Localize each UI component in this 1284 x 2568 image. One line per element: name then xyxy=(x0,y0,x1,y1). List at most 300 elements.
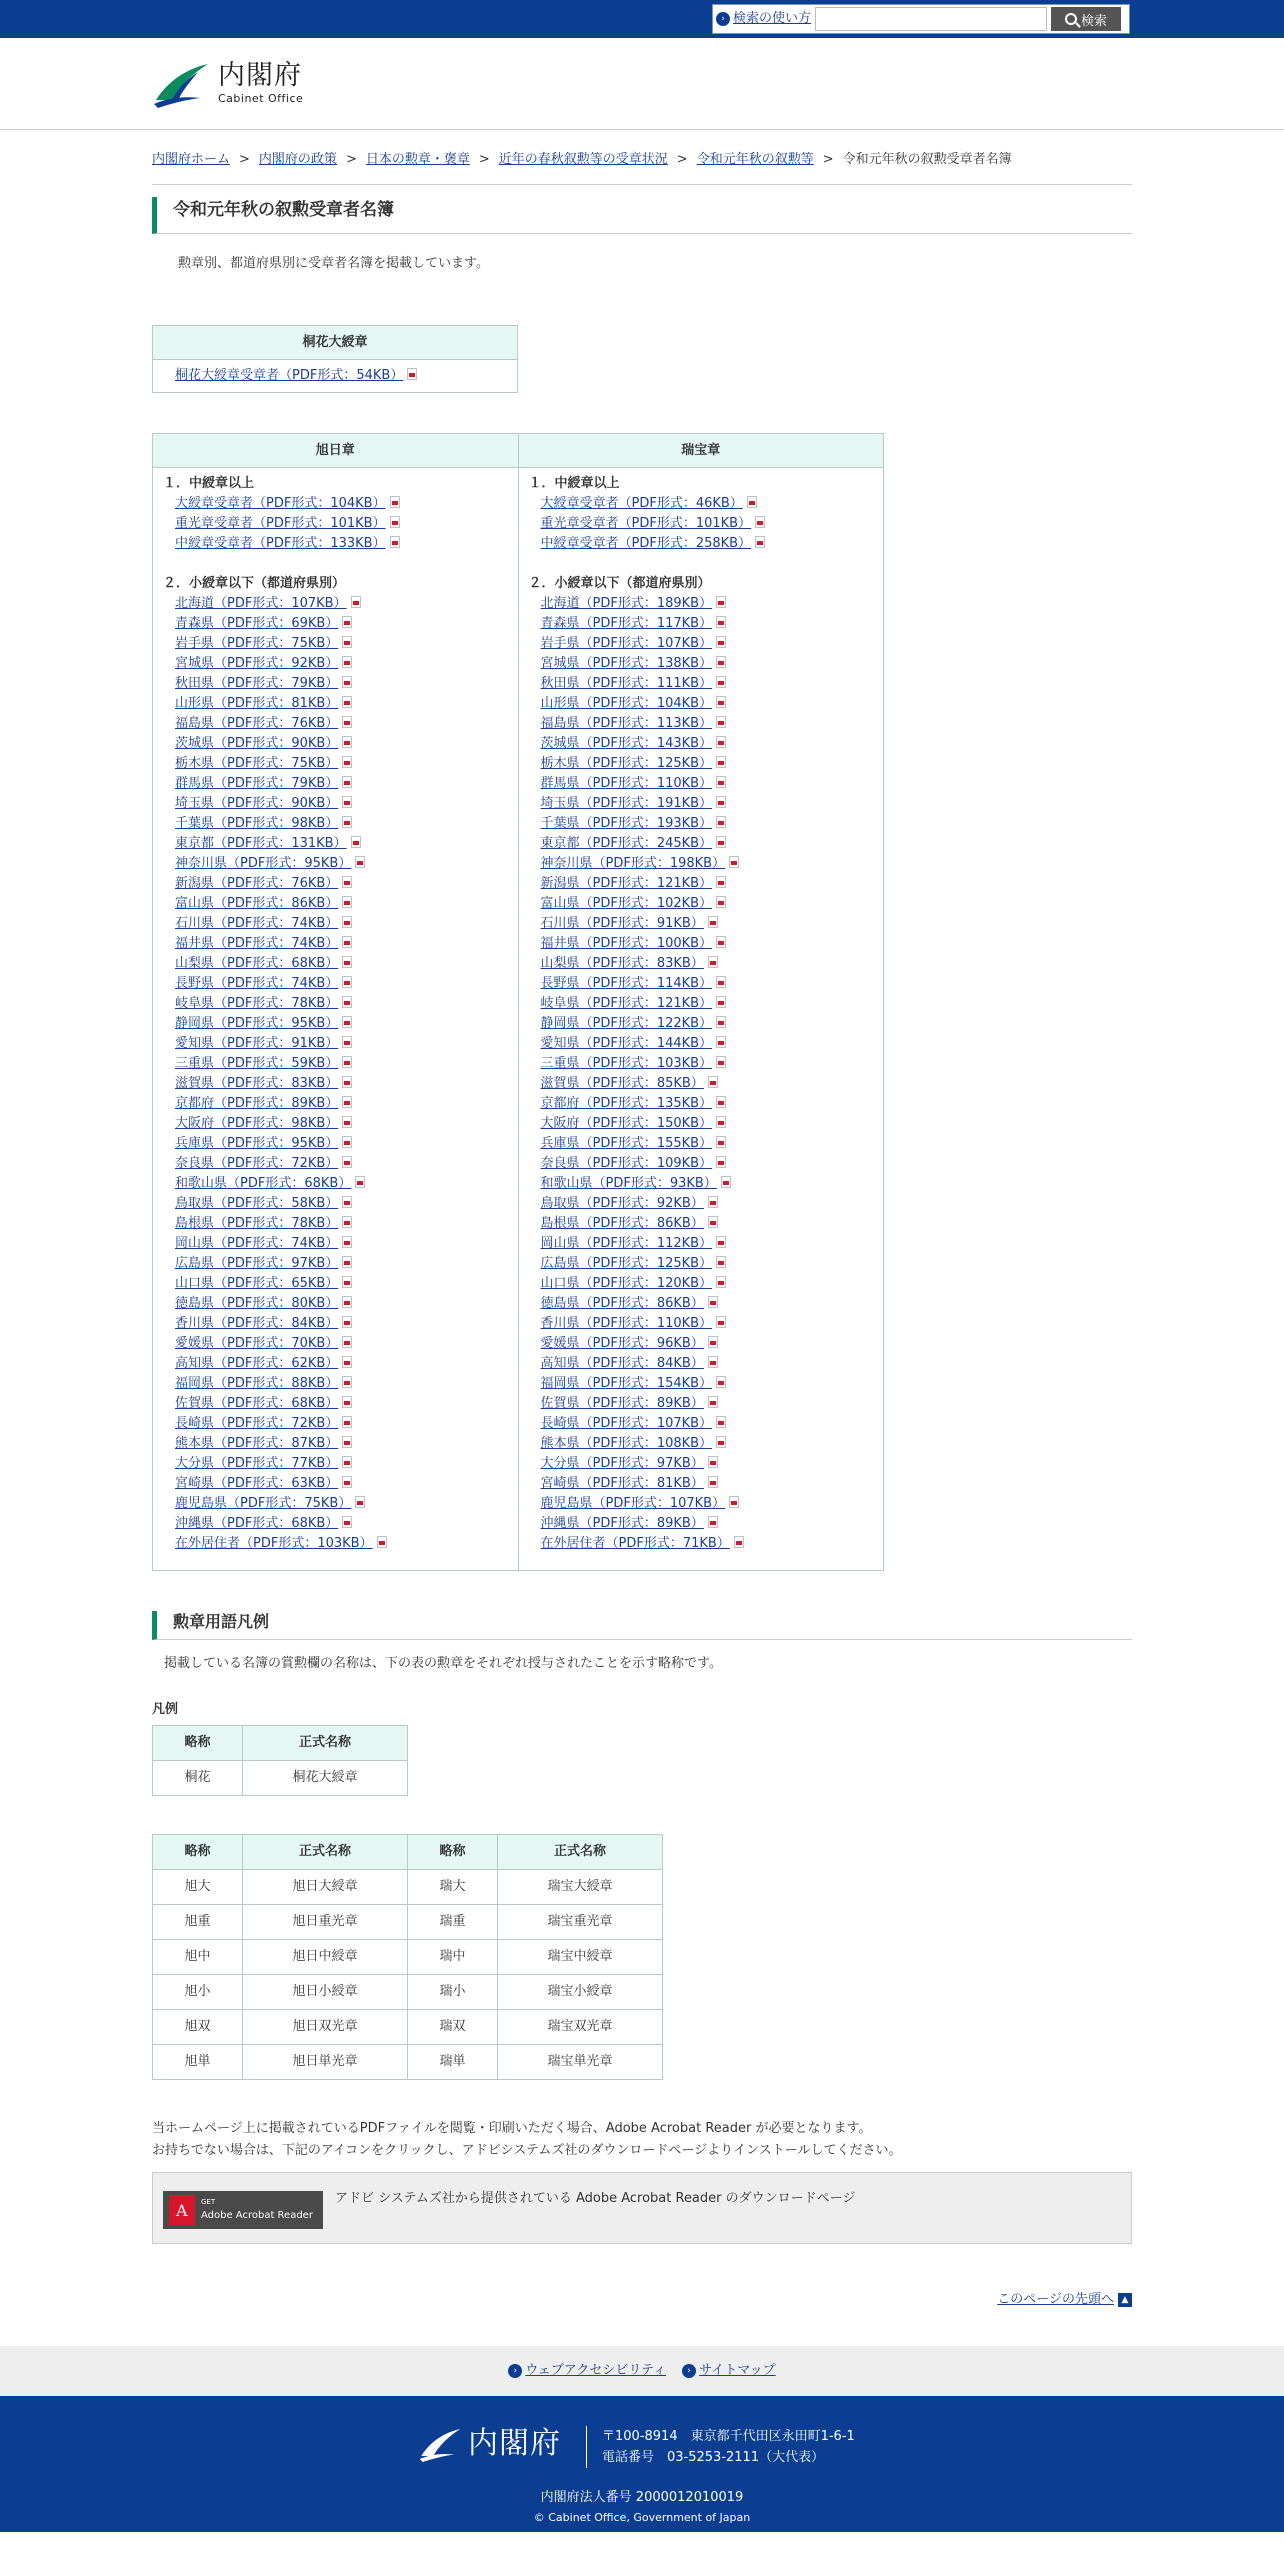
search-icon xyxy=(1065,13,1077,25)
pdf-link[interactable]: 青森県（PDF形式：117KB） xyxy=(540,616,713,631)
list-item xyxy=(175,654,518,674)
pdf-link[interactable]: 広島県（PDF形式：97KB） xyxy=(175,1256,339,1271)
pdf-link[interactable]: 福井県（PDF形式：74KB） xyxy=(175,936,339,951)
pdf-link[interactable]: 佐賀県（PDF形式：68KB） xyxy=(175,1396,339,1411)
list-item xyxy=(175,1214,518,1234)
pdf-link[interactable]: 沖縄県（PDF形式：68KB） xyxy=(175,1516,339,1531)
pdf-icon xyxy=(716,716,726,728)
pdf-link[interactable]: 愛知県（PDF形式：144KB） xyxy=(540,1036,713,1051)
pdf-link[interactable]: 熊本県（PDF形式：108KB） xyxy=(540,1436,713,1451)
pdf-link[interactable]: 鹿児島県（PDF形式：107KB） xyxy=(540,1496,726,1511)
pdf-link[interactable]: 島根県（PDF形式：86KB） xyxy=(540,1216,704,1231)
pdf-link[interactable]: 愛媛県（PDF形式：96KB） xyxy=(540,1336,704,1351)
pdf-link[interactable]: 静岡県（PDF形式：122KB） xyxy=(540,1016,713,1031)
breadcrumb-separator: > xyxy=(478,152,490,167)
abbr-cell: 旭双 xyxy=(153,2010,243,2045)
pdf-link[interactable]: 島根県（PDF形式：78KB） xyxy=(175,1216,339,1231)
pdf-icon xyxy=(342,1296,352,1308)
pdf-link[interactable]: 千葉県（PDF形式：98KB） xyxy=(175,816,339,831)
list-item xyxy=(541,1134,884,1154)
pdf-link[interactable]: 岐阜県（PDF形式：78KB） xyxy=(175,996,339,1011)
acrobat-note-line2: お持ちでない場合は、下記のアイコンをクリックし、アドビシステムズ社のダウンロードページよりインストールしてください。 xyxy=(152,2143,902,2158)
zuiho-header: 瑞宝章 xyxy=(518,434,884,468)
kiri-table-cell xyxy=(153,360,518,393)
abbr-cell: 旭大 xyxy=(153,1870,243,1905)
pdf-link[interactable]: 滋賀県（PDF形式：83KB） xyxy=(175,1076,339,1091)
pdf-link[interactable]: 佐賀県（PDF形式：89KB） xyxy=(540,1396,704,1411)
list-item xyxy=(541,994,884,1014)
pdf-icon xyxy=(716,1056,726,1068)
list-item xyxy=(175,1174,518,1194)
list-item xyxy=(541,894,884,914)
pdf-icon xyxy=(342,1196,352,1208)
pdf-icon xyxy=(716,1096,726,1108)
list-item xyxy=(175,954,518,974)
abbr-table xyxy=(152,1834,663,2080)
pdf-icon xyxy=(708,1356,718,1368)
pdf-link[interactable]: 新潟県（PDF形式：121KB） xyxy=(540,876,713,891)
pdf-link[interactable]: 茨城県（PDF形式：143KB） xyxy=(540,736,713,751)
pdf-link[interactable]: 在外居住者（PDF形式：71KB） xyxy=(540,1536,730,1551)
accessibility-link[interactable]: ウェブアクセシビリティ xyxy=(525,2362,667,2378)
search-button[interactable] xyxy=(1051,7,1121,31)
pdf-link[interactable]: 岩手県（PDF形式：107KB） xyxy=(540,636,713,651)
acrobat-badge-label: Adobe Acrobat Reader xyxy=(201,2209,313,2221)
pdf-icon xyxy=(708,916,718,928)
list-item xyxy=(541,714,884,734)
pdf-icon xyxy=(708,1076,718,1088)
breadcrumb-separator: > xyxy=(345,152,357,167)
list-item xyxy=(175,1194,518,1214)
pdf-link[interactable]: 群馬県（PDF形式：110KB） xyxy=(540,776,713,791)
pdf-icon xyxy=(716,616,726,628)
pdf-icon xyxy=(716,676,726,688)
pdf-link[interactable]: 福島県（PDF形式：113KB） xyxy=(540,716,713,731)
pdf-link[interactable]: 在外居住者（PDF形式：103KB） xyxy=(175,1536,373,1551)
list-item xyxy=(541,1454,884,1474)
pdf-link[interactable]: 東京都（PDF形式：245KB） xyxy=(540,836,713,851)
breadcrumb-link-home[interactable]: 内閣府ホーム xyxy=(152,152,231,167)
list-item xyxy=(175,1014,518,1034)
abbr-cell: 瑞重 xyxy=(408,1905,498,1940)
pdf-link[interactable]: 神奈川県（PDF形式：198KB） xyxy=(540,856,726,871)
abbr-cell: 瑞単 xyxy=(408,2045,498,2080)
get-acrobat-button[interactable] xyxy=(163,2191,323,2229)
list-item xyxy=(541,1314,884,1334)
pdf-link[interactable]: 岡山県（PDF形式：112KB） xyxy=(540,1236,713,1251)
pdf-icon xyxy=(355,1496,365,1508)
list-item xyxy=(175,694,518,714)
pdf-icon xyxy=(755,536,765,548)
full-name-cell: 瑞宝小綬章 xyxy=(498,1975,663,2010)
pdf-link[interactable]: 山口県（PDF形式：120KB） xyxy=(540,1276,713,1291)
pdf-link[interactable]: 埼玉県（PDF形式：90KB） xyxy=(175,796,339,811)
kiri-table-header: 桐花大綬章 xyxy=(153,326,518,360)
list-item xyxy=(541,1374,884,1394)
list-item xyxy=(541,1214,884,1234)
full-name-cell: 旭日小綬章 xyxy=(243,1975,408,2010)
pdf-link[interactable]: 群馬県（PDF形式：79KB） xyxy=(175,776,339,791)
pdf-icon xyxy=(342,1056,352,1068)
pdf-icon xyxy=(716,896,726,908)
pdf-icon xyxy=(342,976,352,988)
pdf-link[interactable]: 高知県（PDF形式：84KB） xyxy=(540,1356,704,1371)
list-item xyxy=(541,1154,884,1174)
list-item xyxy=(175,1354,518,1374)
top-bar xyxy=(0,0,1284,38)
pdf-link[interactable]: 大綬章受章者（PDF形式：104KB） xyxy=(175,496,386,511)
list-item xyxy=(541,534,884,554)
breadcrumb-link-decorations[interactable]: 日本の勲章・褒章 xyxy=(365,152,470,167)
pdf-link[interactable]: 中綬章受章者（PDF形式：133KB） xyxy=(175,536,386,551)
acrobat-box-text: アドビ システムズ社から提供されている Adobe Acrobat Reader のダウンロードページ xyxy=(335,2191,856,2206)
pdf-link[interactable]: 福井県（PDF形式：100KB） xyxy=(540,936,713,951)
pdf-link[interactable]: 奈良県（PDF形式：109KB） xyxy=(540,1156,713,1171)
pdf-link[interactable]: 和歌山県（PDF形式：93KB） xyxy=(540,1176,717,1191)
pdf-link[interactable]: 埼玉県（PDF形式：191KB） xyxy=(540,796,713,811)
pdf-link[interactable]: 徳島県（PDF形式：86KB） xyxy=(540,1296,704,1311)
breadcrumb-link-status[interactable]: 近年の春秋叙勲等の受章状況 xyxy=(498,152,668,167)
pdf-link[interactable]: 京都府（PDF形式：135KB） xyxy=(540,1096,713,1111)
pdf-link[interactable]: 大分県（PDF形式：97KB） xyxy=(540,1456,704,1471)
abbr-cell: 旭重 xyxy=(153,1905,243,1940)
pdf-icon xyxy=(708,1476,718,1488)
pdf-icon xyxy=(708,1516,718,1528)
kiri-abbr-table xyxy=(152,1725,408,1796)
pdf-link[interactable]: 兵庫県（PDF形式：95KB） xyxy=(175,1136,339,1151)
full-name-cell: 瑞宝中綬章 xyxy=(498,1940,663,1975)
footer-phone: 電話番号 03-5253-2111（大代表） xyxy=(602,2449,825,2465)
pdf-icon xyxy=(708,1396,718,1408)
pdf-icon xyxy=(342,1316,352,1328)
abbr-cell: 瑞小 xyxy=(408,1975,498,2010)
pdf-link[interactable]: 広島県（PDF形式：125KB） xyxy=(540,1256,713,1271)
pdf-icon xyxy=(342,1116,352,1128)
pdf-link[interactable]: 重光章受章者（PDF形式：101KB） xyxy=(540,516,752,531)
list-item xyxy=(175,854,518,874)
pdf-link[interactable]: 大綬章受章者（PDF形式：46KB） xyxy=(540,496,743,511)
pdf-link[interactable]: 香川県（PDF形式：84KB） xyxy=(175,1316,339,1331)
pdf-icon xyxy=(716,936,726,948)
logo-english: Cabinet Office xyxy=(218,91,304,105)
pdf-icon xyxy=(342,1336,352,1348)
pdf-link[interactable]: 福岡県（PDF形式：154KB） xyxy=(540,1376,713,1391)
footer-address: 〒100-8914 東京都千代田区永田町1-6-1 xyxy=(602,2428,855,2444)
list-item xyxy=(175,1054,518,1074)
pdf-link[interactable]: 山口県（PDF形式：65KB） xyxy=(175,1276,339,1291)
list-item xyxy=(175,1254,518,1274)
list-item xyxy=(175,834,518,854)
pdf-icon xyxy=(342,1376,352,1388)
pdf-link[interactable]: 長崎県（PDF形式：72KB） xyxy=(175,1416,339,1431)
pdf-link[interactable]: 宮城県（PDF形式：138KB） xyxy=(540,656,713,671)
pdf-icon xyxy=(716,876,726,888)
list-item xyxy=(541,494,884,514)
pdf-link[interactable]: 福岡県（PDF形式：88KB） xyxy=(175,1376,339,1391)
pdf-icon xyxy=(716,996,726,1008)
group-title: ２．小綬章以下（都道府県別） xyxy=(528,576,711,591)
search-help-link-wrap[interactable] xyxy=(716,9,811,29)
list-item xyxy=(541,1074,884,1094)
pdf-link[interactable]: 沖縄県（PDF形式：89KB） xyxy=(540,1516,704,1531)
pdf-icon xyxy=(342,1096,352,1108)
pdf-link[interactable]: 長野県（PDF形式：74KB） xyxy=(175,976,339,991)
table-row xyxy=(153,2010,663,2045)
pdf-icon xyxy=(342,936,352,948)
pdf-icon xyxy=(708,1196,718,1208)
group-title: １．中綬章以上 xyxy=(528,476,620,491)
pdf-icon xyxy=(390,496,400,508)
full-name-cell: 旭日中綬章 xyxy=(243,1940,408,1975)
pdf-icon xyxy=(716,1436,726,1448)
pdf-icon xyxy=(716,1156,726,1168)
arrow-up-icon[interactable]: ▲ xyxy=(1118,2293,1132,2307)
pdf-link[interactable]: 三重県（PDF形式：59KB） xyxy=(175,1056,339,1071)
pdf-icon xyxy=(708,1456,718,1468)
list-item xyxy=(175,1434,518,1454)
pdf-link[interactable]: 静岡県（PDF形式：95KB） xyxy=(175,1016,339,1031)
pdf-link[interactable]: 千葉県（PDF形式：193KB） xyxy=(540,816,713,831)
pdf-link[interactable]: 茨城県（PDF形式：90KB） xyxy=(175,736,339,751)
acrobat-box xyxy=(152,2172,1132,2244)
pdf-link[interactable]: 徳島県（PDF形式：80KB） xyxy=(175,1296,339,1311)
sitemap-link[interactable]: サイトマップ xyxy=(699,2362,776,2378)
pdf-link[interactable]: 北海道（PDF形式：107KB） xyxy=(175,596,347,611)
page-top-link[interactable]: このページの先頭へ xyxy=(997,2292,1114,2307)
kiri-table xyxy=(152,325,518,393)
list-item xyxy=(175,614,518,634)
pdf-link[interactable]: 神奈川県（PDF形式：95KB） xyxy=(175,856,352,871)
full-name-cell: 旭日重光章 xyxy=(243,1905,408,1940)
search-button-label: 検索 xyxy=(1081,12,1108,28)
legend-label: 凡例 xyxy=(152,1701,179,1717)
kiri-pdf-link[interactable]: 桐花大綬章受章者（PDF形式：54KB） xyxy=(175,368,404,383)
pdf-link[interactable]: 大阪府（PDF形式：98KB） xyxy=(175,1116,339,1131)
search-input[interactable] xyxy=(815,7,1047,31)
pdf-icon xyxy=(342,1156,352,1168)
pdf-link[interactable]: 大分県（PDF形式：77KB） xyxy=(175,1456,339,1471)
list-item xyxy=(175,366,517,386)
abbr-cell: 瑞大 xyxy=(408,1870,498,1905)
breadcrumb-link-autumn[interactable]: 令和元年秋の叙勲等 xyxy=(696,152,814,167)
pdf-icon xyxy=(721,1176,731,1188)
decorations-table xyxy=(152,433,884,1571)
list-item xyxy=(541,954,884,974)
pdf-icon xyxy=(342,756,352,768)
abbr-cell: 瑞双 xyxy=(408,2010,498,2045)
pdf-icon xyxy=(716,976,726,988)
list-item xyxy=(541,1474,884,1494)
pdf-link[interactable]: 石川県（PDF形式：91KB） xyxy=(540,916,704,931)
pdf-icon xyxy=(716,736,726,748)
full-name-cell: 瑞宝重光章 xyxy=(498,1905,663,1940)
pdf-link[interactable]: 重光章受章者（PDF形式：101KB） xyxy=(175,516,386,531)
list-item xyxy=(541,1494,884,1514)
pdf-link[interactable]: 東京都（PDF形式：131KB） xyxy=(175,836,347,851)
page-title: 令和元年秋の叙勲受章者名簿 xyxy=(152,197,1132,234)
pdf-icon xyxy=(716,1236,726,1248)
abbr-cell: 桐花 xyxy=(153,1761,243,1796)
pdf-icon xyxy=(390,536,400,548)
pdf-link[interactable]: 石川県（PDF形式：74KB） xyxy=(175,916,339,931)
pdf-link[interactable]: 鳥取県（PDF形式：92KB） xyxy=(540,1196,704,1211)
pdf-icon xyxy=(342,956,352,968)
pdf-link[interactable]: 和歌山県（PDF形式：68KB） xyxy=(175,1176,352,1191)
pdf-icon xyxy=(351,596,361,608)
full-name-header: 正式名称 xyxy=(243,1726,408,1761)
pdf-link[interactable]: 秋田県（PDF形式：111KB） xyxy=(540,676,713,691)
pdf-icon xyxy=(342,696,352,708)
list-item xyxy=(175,1474,518,1494)
list-item xyxy=(541,874,884,894)
pdf-link[interactable]: 長野県（PDF形式：114KB） xyxy=(540,976,713,991)
pdf-link[interactable]: 中綬章受章者（PDF形式：258KB） xyxy=(540,536,752,551)
pdf-link[interactable]: 滋賀県（PDF形式：85KB） xyxy=(540,1076,704,1091)
list-item xyxy=(175,814,518,834)
site-footer xyxy=(0,2396,1284,2532)
pdf-link[interactable]: 岩手県（PDF形式：75KB） xyxy=(175,636,339,651)
pdf-link[interactable]: 富山県（PDF形式：102KB） xyxy=(540,896,713,911)
table-row xyxy=(153,1975,663,2010)
pdf-icon xyxy=(342,636,352,648)
pdf-link[interactable]: 山形県（PDF形式：81KB） xyxy=(175,696,339,711)
list-item xyxy=(541,934,884,954)
pdf-link[interactable]: 熊本県（PDF形式：87KB） xyxy=(175,1436,339,1451)
table-row xyxy=(153,1905,663,1940)
acrobat-icon xyxy=(169,2195,195,2225)
pdf-link[interactable]: 岐阜県（PDF形式：121KB） xyxy=(540,996,713,1011)
pdf-icon xyxy=(342,1256,352,1268)
list-item xyxy=(541,614,884,634)
pdf-icon xyxy=(716,1116,726,1128)
list-item xyxy=(541,1354,884,1374)
cabinet-office-logo-icon xyxy=(418,2426,462,2462)
pdf-link[interactable]: 京都府（PDF形式：89KB） xyxy=(175,1096,339,1111)
breadcrumb-separator: > xyxy=(822,152,834,167)
pdf-link[interactable]: 宮崎県（PDF形式：63KB） xyxy=(175,1476,339,1491)
pdf-link[interactable]: 栃木県（PDF形式：125KB） xyxy=(540,756,713,771)
list-item xyxy=(175,1414,518,1434)
abbr-cell: 旭単 xyxy=(153,2045,243,2080)
list-item xyxy=(541,634,884,654)
pdf-link[interactable]: 青森県（PDF形式：69KB） xyxy=(175,616,339,631)
pdf-link[interactable]: 愛知県（PDF形式：91KB） xyxy=(175,1036,339,1051)
full-name-cell: 桐花大綬章 xyxy=(243,1761,408,1796)
pdf-link[interactable]: 山梨県（PDF形式：83KB） xyxy=(540,956,704,971)
pdf-link[interactable]: 高知県（PDF形式：62KB） xyxy=(175,1356,339,1371)
pdf-icon xyxy=(355,1176,365,1188)
pdf-icon xyxy=(716,816,726,828)
list-item xyxy=(541,794,884,814)
list-item xyxy=(175,1094,518,1114)
pdf-icon xyxy=(342,1516,352,1528)
footer-divider xyxy=(586,2426,587,2468)
list-item xyxy=(541,694,884,714)
pdf-link[interactable]: 長崎県（PDF形式：107KB） xyxy=(540,1416,713,1431)
cabinet-office-logo-icon xyxy=(152,60,210,108)
pdf-link[interactable]: 香川県（PDF形式：110KB） xyxy=(540,1316,713,1331)
list-item xyxy=(175,774,518,794)
search-area xyxy=(712,4,1130,34)
list-item xyxy=(175,494,518,514)
list-item xyxy=(541,1394,884,1414)
list-item xyxy=(175,1034,518,1054)
pdf-icon xyxy=(716,1276,726,1288)
footer-logo[interactable] xyxy=(418,2426,561,2462)
list-item xyxy=(175,634,518,654)
pdf-link[interactable]: 奈良県（PDF形式：72KB） xyxy=(175,1156,339,1171)
breadcrumb-link-policy[interactable]: 内閣府の政策 xyxy=(258,152,337,167)
pdf-icon xyxy=(342,896,352,908)
pdf-icon xyxy=(342,1396,352,1408)
pdf-icon xyxy=(342,876,352,888)
pdf-link[interactable]: 新潟県（PDF形式：76KB） xyxy=(175,876,339,891)
site-header xyxy=(0,38,1284,130)
pdf-icon xyxy=(342,616,352,628)
pdf-link[interactable]: 愛媛県（PDF形式：70KB） xyxy=(175,1336,339,1351)
pdf-link[interactable]: 富山県（PDF形式：86KB） xyxy=(175,896,339,911)
pdf-link[interactable]: 岡山県（PDF形式：74KB） xyxy=(175,1236,339,1251)
pdf-icon xyxy=(342,1436,352,1448)
site-logo[interactable] xyxy=(152,60,303,108)
pdf-link[interactable]: 宮城県（PDF形式：92KB） xyxy=(175,656,339,671)
pdf-link[interactable]: 兵庫県（PDF形式：155KB） xyxy=(540,1136,713,1151)
list-item xyxy=(175,1454,518,1474)
pdf-link[interactable]: 福島県（PDF形式：76KB） xyxy=(175,716,339,731)
abbr-header: 略称 xyxy=(153,1726,243,1761)
pdf-icon xyxy=(716,1416,726,1428)
list-item xyxy=(541,594,884,614)
pdf-icon xyxy=(729,856,739,868)
page-top xyxy=(152,2290,1132,2310)
pdf-link[interactable]: 大阪府（PDF形式：150KB） xyxy=(540,1116,713,1131)
pdf-link[interactable]: 宮崎県（PDF形式：81KB） xyxy=(540,1476,704,1491)
list-item xyxy=(541,1414,884,1434)
list-item xyxy=(541,1034,884,1054)
acrobat-note xyxy=(152,2118,1132,2162)
pdf-icon xyxy=(734,1536,744,1548)
list-item xyxy=(541,854,884,874)
pdf-link[interactable]: 山形県（PDF形式：104KB） xyxy=(540,696,713,711)
pdf-link[interactable]: 山梨県（PDF形式：68KB） xyxy=(175,956,339,971)
pdf-link[interactable]: 三重県（PDF形式：103KB） xyxy=(540,1056,713,1071)
list-item xyxy=(175,1154,518,1174)
full-name-header: 正式名称 xyxy=(498,1835,663,1870)
pdf-icon xyxy=(342,1076,352,1088)
list-item xyxy=(175,1314,518,1334)
footer-corp-number: 内閣府法人番号 2000012010019 xyxy=(540,2489,744,2505)
pdf-icon xyxy=(342,1016,352,1028)
list-item xyxy=(175,1514,518,1534)
search-help-link[interactable]: 検索の使い方 xyxy=(733,11,812,27)
list-item xyxy=(175,1534,518,1554)
list-item xyxy=(175,914,518,934)
terms-description: 掲載している名簿の賞勲欄の名称は、下の表の勲章をそれぞれ授与されたことを示す略称です。 xyxy=(164,1656,722,1671)
pdf-icon xyxy=(342,1416,352,1428)
pdf-link[interactable]: 栃木県（PDF形式：75KB） xyxy=(175,756,339,771)
pdf-link[interactable]: 鳥取県（PDF形式：58KB） xyxy=(175,1196,339,1211)
pdf-icon xyxy=(342,1216,352,1228)
pdf-link[interactable]: 北海道（PDF形式：189KB） xyxy=(540,596,713,611)
abbr-header: 略称 xyxy=(408,1835,498,1870)
list-item xyxy=(541,1274,884,1294)
list-item xyxy=(175,734,518,754)
list-item xyxy=(175,934,518,954)
pdf-link[interactable]: 鹿児島県（PDF形式：75KB） xyxy=(175,1496,352,1511)
pdf-link[interactable]: 秋田県（PDF形式：79KB） xyxy=(175,676,339,691)
list-item xyxy=(541,1294,884,1314)
footer-copyright: © Cabinet Office, Government of Japan xyxy=(533,2510,751,2524)
